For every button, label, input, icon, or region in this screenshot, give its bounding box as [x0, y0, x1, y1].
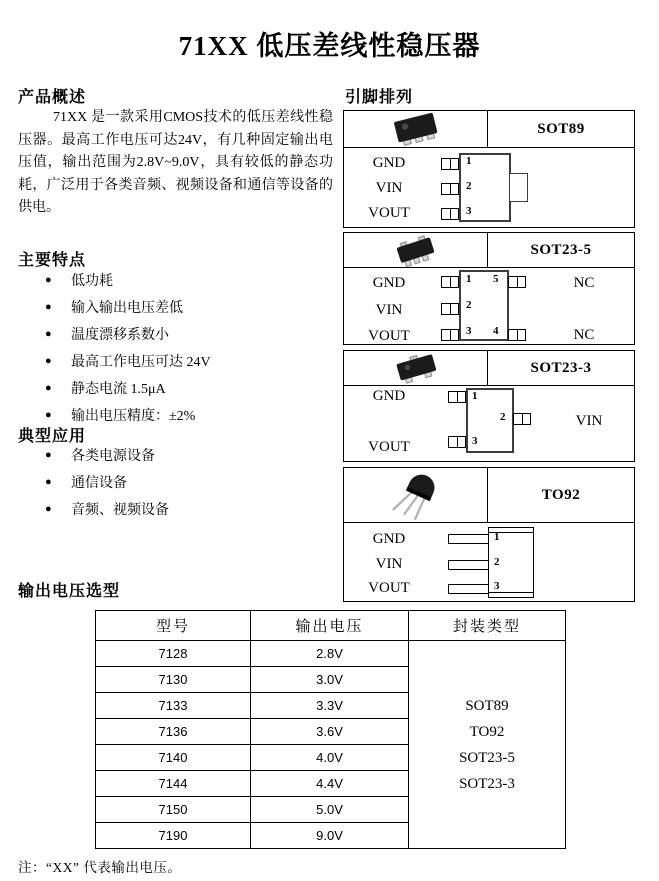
pinout-card-header — [344, 233, 634, 268]
sot89-chip-icon — [344, 111, 488, 147]
package-name: SOT23-5 — [530, 241, 592, 258]
footnote: 注：“XX” 代表输出电压。 — [18, 860, 182, 875]
features-list — [45, 266, 211, 428]
pin-pad — [448, 436, 466, 448]
pin-label-vout: VOUT — [368, 439, 410, 455]
voltage-cell: 4.4V — [251, 771, 409, 797]
list-item — [45, 320, 211, 347]
pin-pad — [441, 158, 459, 170]
pin-number-1: 1 — [466, 273, 472, 285]
package-name: TO92 — [541, 486, 581, 503]
list-item — [45, 266, 211, 293]
pin-label-vout: VOUT — [368, 580, 410, 596]
pin-label-vin: VIN — [375, 556, 403, 572]
applications-heading: 典型应用 — [18, 428, 87, 445]
model-cell: 7150 — [96, 797, 251, 823]
package-type: SOT23-3 — [459, 775, 515, 792]
pin-label-nc-top: NC — [573, 275, 595, 291]
pin-label-gnd: GND — [372, 155, 406, 171]
pin-label-nc-bottom: NC — [573, 327, 595, 343]
package-type: SOT89 — [465, 697, 509, 714]
feature-text: 温度漂移系数小 — [71, 327, 169, 343]
pin-label-vout: VOUT — [368, 205, 410, 221]
pinout-card-sot23-5 — [343, 232, 635, 345]
pin-number-2: 2 — [466, 180, 472, 192]
sot89-pin-diagram — [344, 148, 634, 227]
model-cell: 7136 — [96, 719, 251, 745]
pin-number-3: 3 — [466, 205, 472, 217]
pin-label-gnd: GND — [372, 388, 406, 404]
voltage-cell: 3.3V — [251, 693, 409, 719]
pin-number-3: 3 — [494, 580, 500, 592]
pin-label-gnd: GND — [372, 531, 406, 547]
table-row — [96, 641, 566, 667]
pinout-heading: 引脚排列 — [345, 89, 414, 106]
pin-number-3: 3 — [472, 435, 478, 447]
bullet-icon: ● — [45, 354, 52, 367]
package-type: TO92 — [469, 723, 505, 740]
list-item — [45, 468, 169, 495]
pin-number-3: 3 — [466, 325, 472, 337]
model-cell: 7140 — [96, 745, 251, 771]
model-cell: 7190 — [96, 823, 251, 849]
model-cell: 7133 — [96, 693, 251, 719]
voltage-cell: 9.0V — [251, 823, 409, 849]
pin-pad — [448, 391, 466, 403]
bullet-icon: ● — [45, 475, 52, 488]
pinout-card-header — [344, 111, 634, 148]
list-item — [45, 441, 169, 468]
pin-number-2: 2 — [494, 556, 500, 568]
pin-lead — [448, 584, 489, 594]
list-item — [45, 293, 211, 320]
pin-pad — [441, 276, 459, 288]
bullet-icon: ● — [45, 448, 52, 461]
application-text: 音频、视频设备 — [71, 502, 169, 518]
sot23-5-pin-diagram — [344, 268, 634, 344]
feature-text: 最高工作电压可达 24V — [71, 354, 211, 370]
package-type: SOT23-5 — [459, 749, 515, 766]
pin-number-5: 5 — [493, 273, 499, 285]
sot23-3-chip-icon — [344, 351, 488, 385]
pin-lead — [448, 560, 489, 570]
list-item — [45, 374, 211, 401]
selection-heading: 输出电压选型 — [18, 583, 121, 600]
package-name: SOT23-3 — [530, 359, 592, 376]
pin-pad — [441, 303, 459, 315]
pin-label-vin: VIN — [375, 180, 403, 196]
pin-pad — [508, 329, 526, 341]
package-types-cell — [409, 641, 566, 849]
pin-pad — [441, 183, 459, 195]
overview-heading: 产品概述 — [18, 89, 87, 106]
col-header-voltage: 输出电压 — [251, 611, 409, 641]
pin-number-4: 4 — [493, 325, 499, 337]
to92-chip-icon — [344, 468, 488, 522]
model-cell: 7128 — [96, 641, 251, 667]
feature-text: 低功耗 — [71, 273, 113, 289]
pinout-card-header — [344, 351, 634, 386]
to92-pin-diagram — [344, 523, 634, 601]
list-item — [45, 347, 211, 374]
pin-number-1: 1 — [472, 390, 478, 402]
package-name: SOT89 — [537, 120, 585, 137]
pinout-card-sot23-3 — [343, 350, 635, 462]
sot23-5-chip-icon — [344, 233, 488, 267]
applications-list — [45, 441, 169, 522]
feature-text: 静态电流 1.5μA — [71, 381, 166, 397]
package-tab — [509, 173, 528, 202]
bullet-icon: ● — [45, 300, 52, 313]
bullet-icon: ● — [45, 381, 52, 394]
application-text: 通信设备 — [71, 475, 127, 491]
pin-label-gnd: GND — [372, 275, 406, 291]
pin-label-vout: VOUT — [368, 328, 410, 344]
features-heading: 主要特点 — [18, 252, 87, 269]
pin-pad — [441, 208, 459, 220]
feature-text: 输入输出电压差低 — [71, 300, 183, 316]
selection-table — [95, 610, 566, 849]
pin-number-1: 1 — [494, 531, 500, 543]
voltage-cell: 4.0V — [251, 745, 409, 771]
col-header-package: 封装类型 — [409, 611, 566, 641]
pin-pad — [508, 276, 526, 288]
overview-paragraph: 71XX 是一款采用CMOS技术的低压差线性稳压器。最高工作电压可达24V，有几种固定输出电压值，输出范围为2.8V~9.0V，具有较低的静态功耗，广泛用于各类音频、视频设备和通信等设备的供电。 — [18, 110, 333, 215]
bullet-icon: ● — [45, 502, 52, 515]
pinout-card-header — [344, 468, 634, 523]
pin-label-vin: VIN — [375, 302, 403, 318]
pin-pad — [513, 413, 531, 425]
voltage-cell: 3.0V — [251, 667, 409, 693]
table-header-row — [96, 611, 566, 641]
pin-lead — [448, 534, 489, 544]
list-item — [45, 495, 169, 522]
pin-number-2: 2 — [500, 411, 506, 423]
voltage-cell: 2.8V — [251, 641, 409, 667]
pin-number-2: 2 — [466, 299, 472, 311]
voltage-cell: 3.6V — [251, 719, 409, 745]
bullet-icon: ● — [45, 273, 52, 286]
bullet-icon: ● — [45, 327, 52, 340]
pinout-card-sot89 — [343, 110, 635, 228]
bullet-icon: ● — [45, 408, 52, 421]
model-cell: 7130 — [96, 667, 251, 693]
page-title: 71XX 低压差线性稳压器 — [178, 31, 481, 61]
voltage-cell: 5.0V — [251, 797, 409, 823]
col-header-model: 型号 — [96, 611, 251, 641]
sot23-3-pin-diagram — [344, 386, 634, 461]
pin-label-vin: VIN — [575, 413, 603, 429]
model-cell: 7144 — [96, 771, 251, 797]
feature-text: 输出电压精度：±2% — [71, 408, 196, 424]
pin-pad — [441, 329, 459, 341]
application-text: 各类电源设备 — [71, 448, 155, 464]
pinout-card-to92 — [343, 467, 635, 602]
body-stripe — [489, 592, 533, 593]
pin-number-1: 1 — [466, 155, 472, 167]
